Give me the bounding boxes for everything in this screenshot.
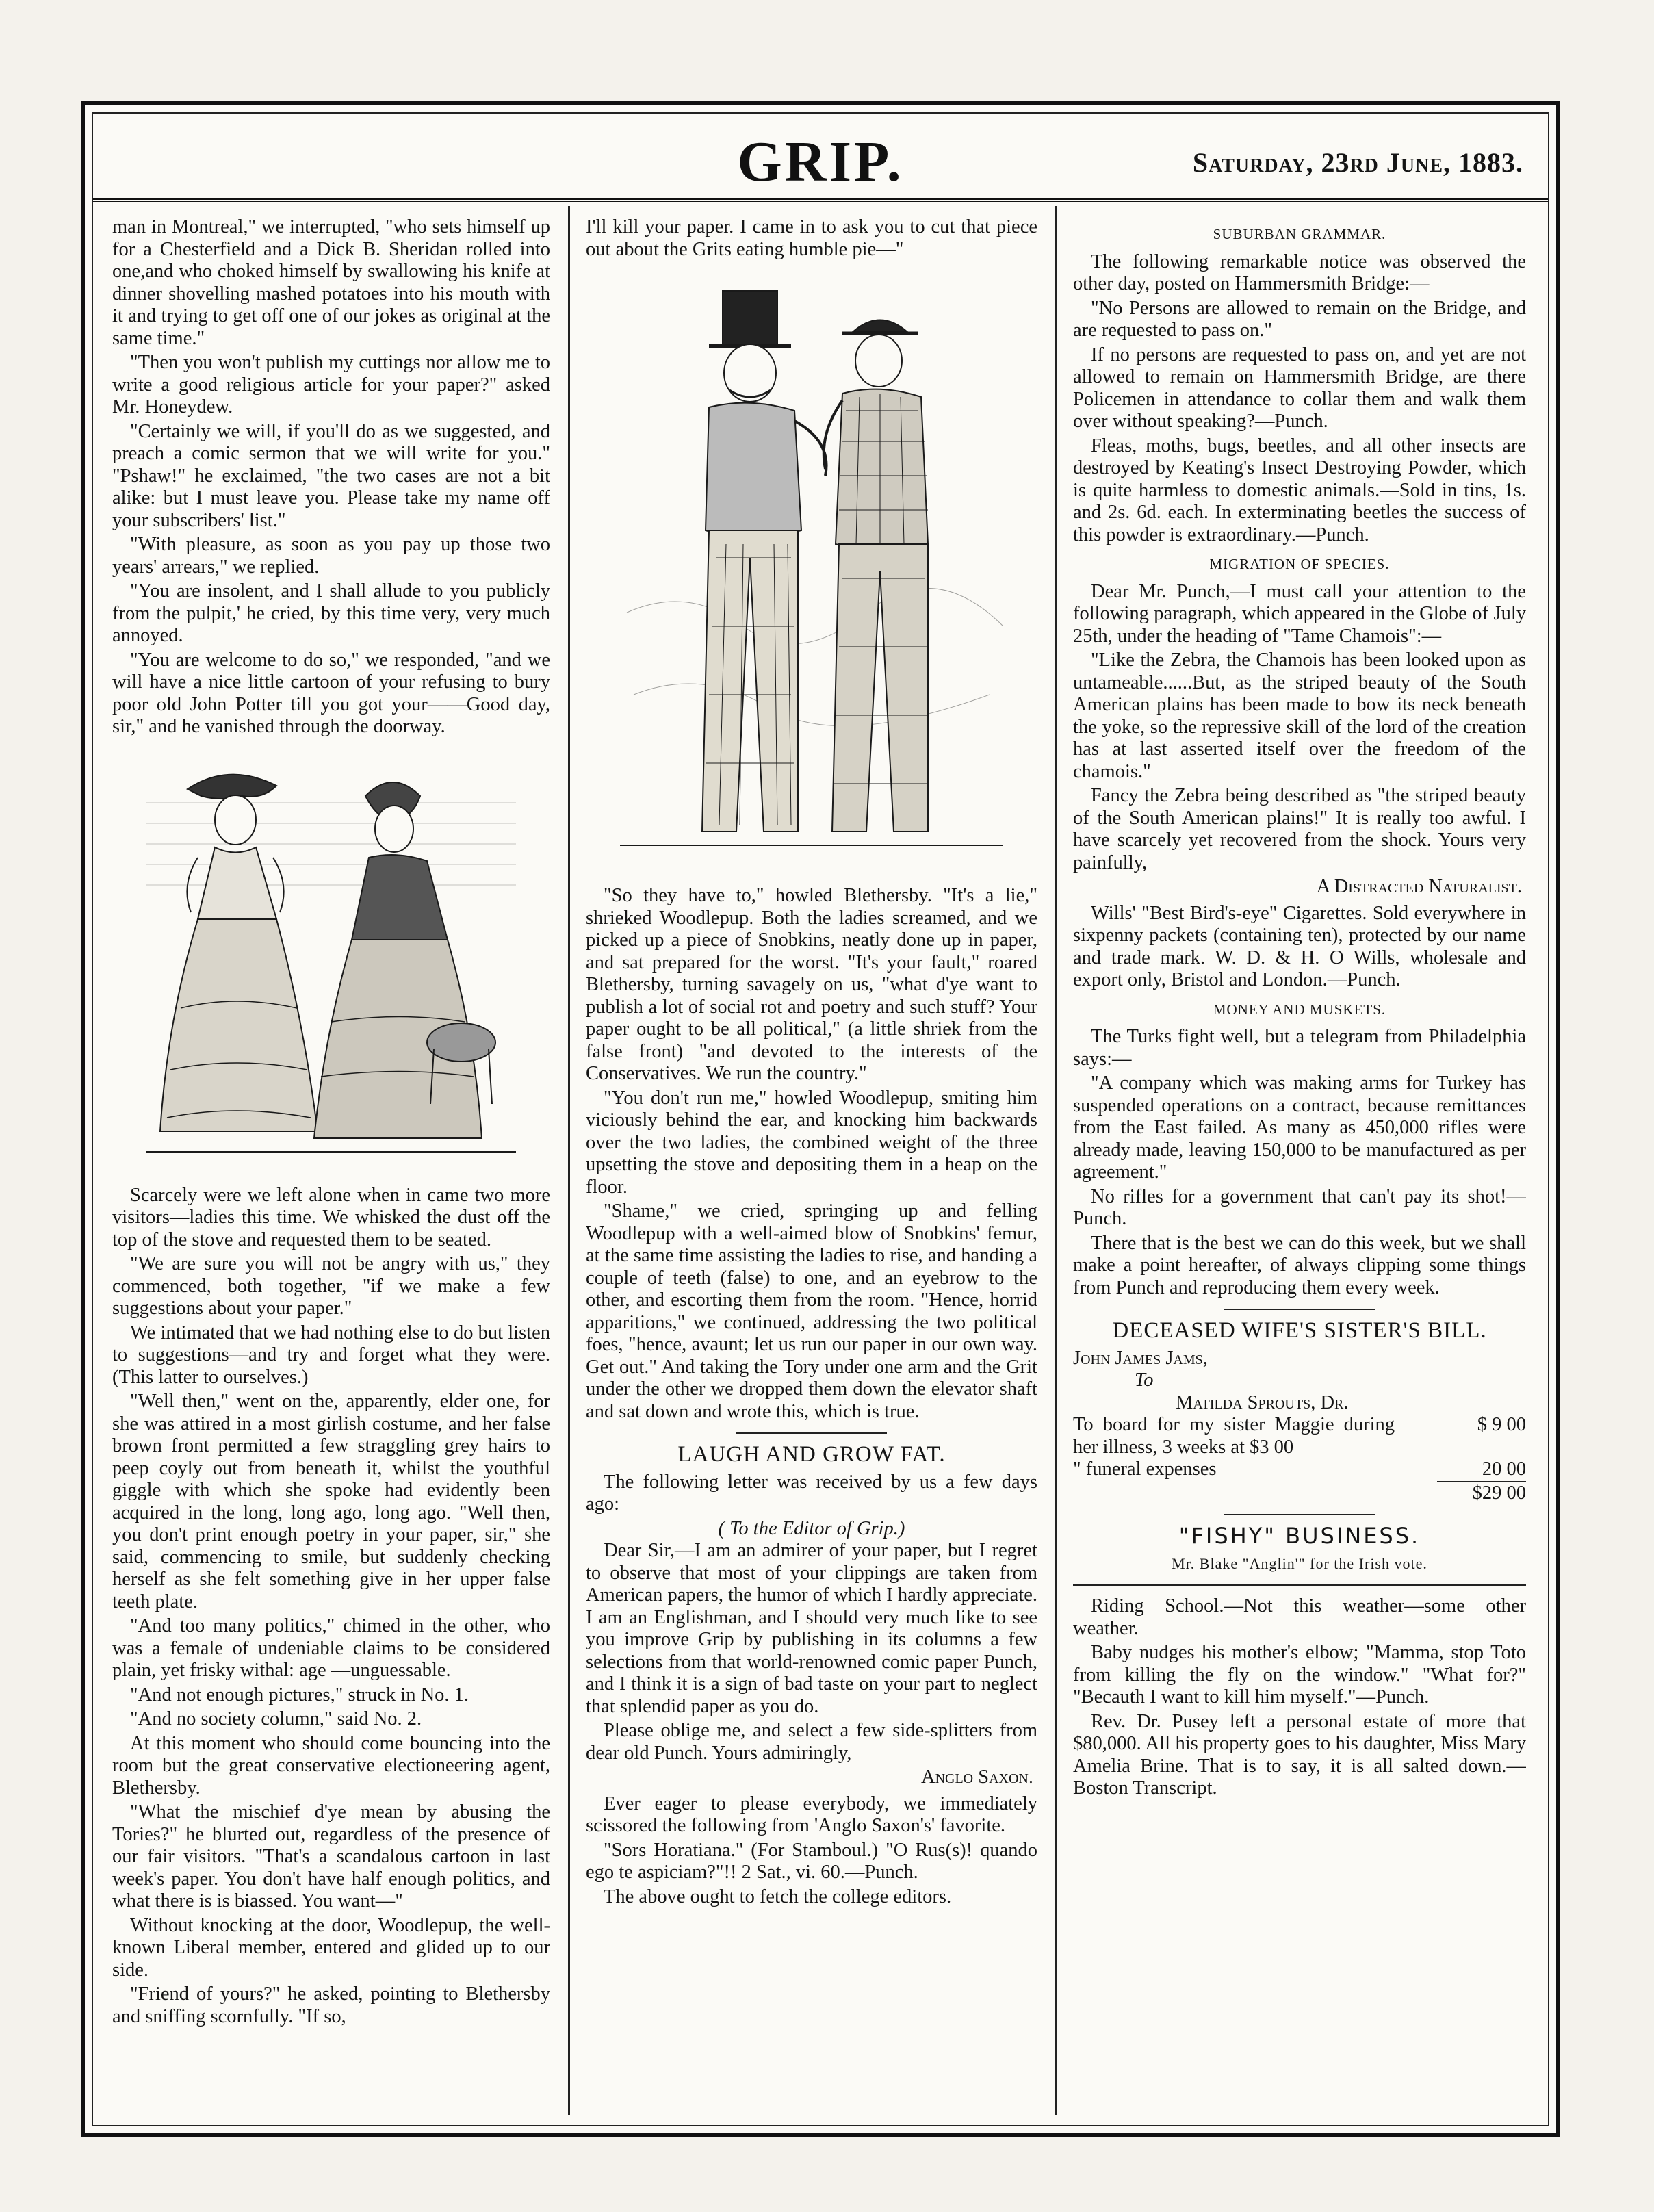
section-heading-migration-of-species: MIGRATION OF SPECIES. [1209,556,1390,572]
bill-creditor: Matilda Sprouts, Dr. [1176,1391,1349,1413]
section-heading-money-and-muskets: MONEY AND MUSKETS. [1213,1001,1386,1018]
masthead-title: GRIP. [737,130,904,194]
bill-line-description: To board for my sister Maggie during her illness, 3 weeks at $3 00 [1073,1414,1395,1458]
paragraph: Riding School.—Not this weather—some other weather. [1073,1595,1526,1639]
section-divider [1224,1514,1375,1515]
paragraph: Wills' "Best Bird's-eye" Cigarettes. Sold everywhere in sixpenny packets (containing ten), protected by our name and trade mark. W. D. & H. O Wills, wholesale and export only, Bristol and London.—Punch. [1073,902,1526,990]
page-frame [92,112,1549,2126]
paragraph: "So they have to," howled Blethersby. "It's a lie," shrieked Woodlepup. Both the ladies screamed, and we picked up a piece of Snobkins, neatly done up in paper, and sat prepared for the worst. "It's your fault," roared Blethersby, turning savagely on us, "what d'ye want to publish a lot of social rot and poetry and such stuff? Your paper ought to be all political," (a little shriek from the false front) "and devoted to the interests of the Conservatives. We run the country." [586,885,1037,1084]
paragraph: Dear Sir,—I am an admirer of your paper, but I regret to observe that most of your clippings are taken from American papers, the humor of which I hardly appreciate. I am an Englishman, and I should very much like to see you improve Grip by publishing in its columns a few selections from that world-renowned comic paper Punch, and I think it is a sign of bad taste on your part to neglect that splendid paper as you do. [586,1540,1037,1717]
paragraph: Fleas, moths, bugs, beetles, and all other insects are destroyed by Keating's Insect Destroying Powder, which is quite harmless to domestic animals.—Sold in tins, 1s. and 2s. 6d. each. In exterminating beetles the success of this powder is extraordinary.—Punch. [1073,435,1526,545]
bill-ledger [1073,1348,1526,1505]
column-1 [112,216,550,2105]
masthead [93,114,1548,202]
paragraph: "And too many politics," chimed in the other, who was a female of undeniable claims to be considered plain, yet frisky withal: age —unguessable. [112,1615,550,1681]
bill-to-label: To [1135,1369,1154,1391]
bill-line-amount: $ 9 00 [1477,1414,1526,1435]
paragraph: "You are welcome to do so," we responded, "and we will have a nice little cartoon of your refusing to bury poor old John Potter till you got your——Good day, sir," and he vanished through the doorway. [112,649,550,737]
section-divider [1224,1309,1375,1310]
two-men-arguing-illustration [606,270,1017,873]
section-divider [1073,1584,1526,1586]
bill-total: $29 00 [1437,1481,1526,1505]
paragraph: Please oblige me, and select a few side-splitters from dear old Punch. Yours admiringly, [586,1720,1037,1764]
column-rule-1 [568,206,570,2115]
paragraph: I'll kill your paper. I came in to ask you to cut that piece out about the Grits eating humble pie—" [586,216,1037,260]
paragraph: At this moment who should come bouncing into the room but the great conservative electioneering agent, Blethersby. [112,1732,550,1799]
bill-line-description: " funeral expenses [1073,1458,1217,1480]
paragraph: "And no society column," said No. 2. [130,1708,422,1729]
letter-signature: A Distracted Naturalist. [1316,876,1522,897]
paragraph: Scarcely were we left alone when in came two more visitors—ladies this time. We whisked the dust off the top of the stove and requested them to be seated. [112,1184,550,1250]
section-heading-fishy-business: "FISHY" BUSINESS. [1178,1523,1421,1549]
bill-line [1073,1458,1526,1481]
column-3 [1073,216,1526,2105]
paragraph: man in Montreal," we interrupted, "who sets himself up for a Chesterfield and a Dick B. Sheridan rolled into one,and who choked himself by swallowing his knife at dinner shovelling mashed potatoes into his mouth with it and trying to get off one of our jokes as original at the same time." [112,216,550,349]
paragraph: Dear Mr. Punch,—I must call your attention to the following paragraph, which appeared in the Globe of July 25th, under the heading of "Tame Chamois":— [1073,580,1526,647]
section-heading-deceased-wifes-sisters-bill: DECEASED WIFE'S SISTER'S BILL. [1112,1318,1487,1343]
bill-line-amount: 20 00 [1482,1458,1526,1480]
section-subheading: Mr. Blake "Anglin'" for the Irish vote. [1172,1554,1427,1572]
paragraph: If no persons are requested to pass on, and yet are not allowed to remain on Hammersmith Bridge, are there Policemen in attendance to collar them and walk them over without speaking?—Punch. [1073,344,1526,432]
letter-salutation-heading: ( To the Editor of Grip.) [718,1517,905,1539]
paragraph: "A company which was making arms for Turkey has suspended operations on a contract, because remittances from the East failed. As many as 450,000 rifles were already made, leaving 150,000 to be manufactured as per agreement." [1073,1072,1526,1183]
paragraph: "Like the Zebra, the Chamois has been looked upon as untameable......But, as the striped beauty of the South American plains has been made to bow its neck beneath the yoke, so the repressive skill of the lord of the creation has at last asserted itself over the freedom of the chamois." [1073,650,1526,782]
bill-line [1073,1414,1526,1458]
paragraph: Fancy the Zebra being described as "the striped beauty of the South American plains!" It is really too awful. I have scarcely yet recovered from the shock. Yours very painfully, [1073,785,1526,873]
paragraph: The following letter was received by us a few days ago: [586,1471,1037,1515]
newspaper-page [81,101,1560,2137]
column-2 [586,216,1037,2105]
paragraph: "Certainly we will, if you'll do as we suggested, and preach a comic sermon that we will write for you." "Pshaw!" he exclaimed, "the two cases are not a bit alike: but I must leave you. Please take my name off your subscribers' list." [112,420,550,531]
paragraph: There that is the best we can do this week, but we shall make a point hereafter, of always clipping some things from Punch and reproducing them every week. [1073,1232,1526,1298]
bill-debtor: John James Jams, [1073,1347,1208,1369]
paragraph: "What the mischief d'ye mean by abusing the Tories?" he blurted out, regardless of the presence of our fair visitors. "That's a scandalous cartoon in last week's paper. You don't have half enough politics, and what there is is biassed. You want—" [112,1801,550,1912]
paragraph: "Shame," we cried, springing up and felling Woodlepup with a well-aimed blow of Snobkins' femur, at the same time assisting the ladies to rise, and handing a couple of teeth (false) to one, and an eyebrow to the other, and escorting them from the room. "Hence, horrid apparitions," we continued, addressing the two political foes, "hence, avaunt; let us run our paper in our own way. Get out." And taking the Tory under one arm and the Grit under the other we dropped them down the elevator shaft and sat down and wrote this, which is true. [586,1200,1037,1422]
letter-signature: Anglo Saxon. [920,1766,1033,1788]
paragraph: Without knocking at the door, Woodlepup, the well-known Liberal member, entered and glided up to our side. [112,1914,550,1981]
paragraph: "And not enough pictures," struck in No. 1. [130,1684,469,1706]
paragraph: "You don't run me," howled Woodlepup, smiting him viciously behind the ear, and knocking him backwards over the two ladies, the combined weight of the three upsetting the stove and depositing them in a heap on the floor. [586,1087,1037,1198]
paragraph: We intimated that we had nothing else to do but listen to suggestions—and try and forget what they were. (This latter to ourselves.) [112,1322,550,1388]
paragraph: Rev. Dr. Pusey left a personal estate of more that $80,000. All his property goes to his daughter, Miss Mary Amelia Brine. That is to say, it is all salted down.—Boston Transcript. [1073,1710,1526,1799]
paragraph: The following remarkable notice was observed the other day, posted on Hammersmith Bridge:— [1073,250,1526,294]
paragraph: "No Persons are allowed to remain on the Bridge, and are requested to pass on." [1073,297,1526,341]
paragraph: "Well then," went on the, apparently, elder one, for she was attired in a most girlish costume, and her false brown front permitted a few straggling grey hairs to peep coyly out from beneath it, whilst the youthful giggle with which she spoke had evidently been acquired in the long, long ago, long ago. "Well then, you don't print enough poetry in your paper, sir," she said, commencing to smile, but suddenly checking herself as she felt something give in her upper false teeth plate. [112,1391,550,1612]
section-heading-suburban-grammar: SUBURBAN GRAMMAR. [1213,226,1386,242]
paragraph: "You are insolent, and I shall allude to you publicly from the pulpit,' he cried, by this time very, very much annoyed. [112,580,550,646]
section-divider [736,1432,887,1434]
paragraph: The Turks fight well, but a telegram from Philadelphia says:— [1073,1026,1526,1070]
paragraph: The above ought to fetch the college editors. [604,1886,952,1907]
paragraph: "Then you won't publish my cuttings nor allow me to write a good religious article for your paper?" asked Mr. Honeydew. [112,352,550,417]
paragraph: "Sors Horatiana." (For Stamboul.) "O Rus(s)! quando ego te aspiciam?"!! 2 Sat., vi. 60.—Punch. [586,1839,1037,1883]
paragraph: "We are sure you will not be angry with us," they commenced, both together, "if we make a few suggestions about your paper." [112,1253,550,1319]
paragraph: "Friend of yours?" he asked, pointing to Blethersby and sniffing scornfully. "If so, [112,1983,550,2027]
section-heading-laugh-and-grow-fat: LAUGH AND GROW FAT. [677,1442,946,1467]
issue-date: Saturday, 23rd June, 1883. [1192,147,1523,178]
paragraph: No rifles for a government that can't pay its shot!—Punch. [1073,1185,1526,1229]
paragraph: "With pleasure, as soon as you pay up those two years' arrears," we replied. [112,534,550,578]
column-rule-2 [1055,206,1057,2115]
paragraph: Baby nudges his mother's elbow; "Mamma, stop Toto from killing the fly on the window." "What for?" "Becauth I want to kill him myself."—Punch. [1073,1642,1526,1708]
two-ladies-illustration [140,748,523,1172]
paragraph: Ever eager to please everybody, we immediately scissored the following from 'Anglo Saxon's' favorite. [586,1792,1037,1836]
